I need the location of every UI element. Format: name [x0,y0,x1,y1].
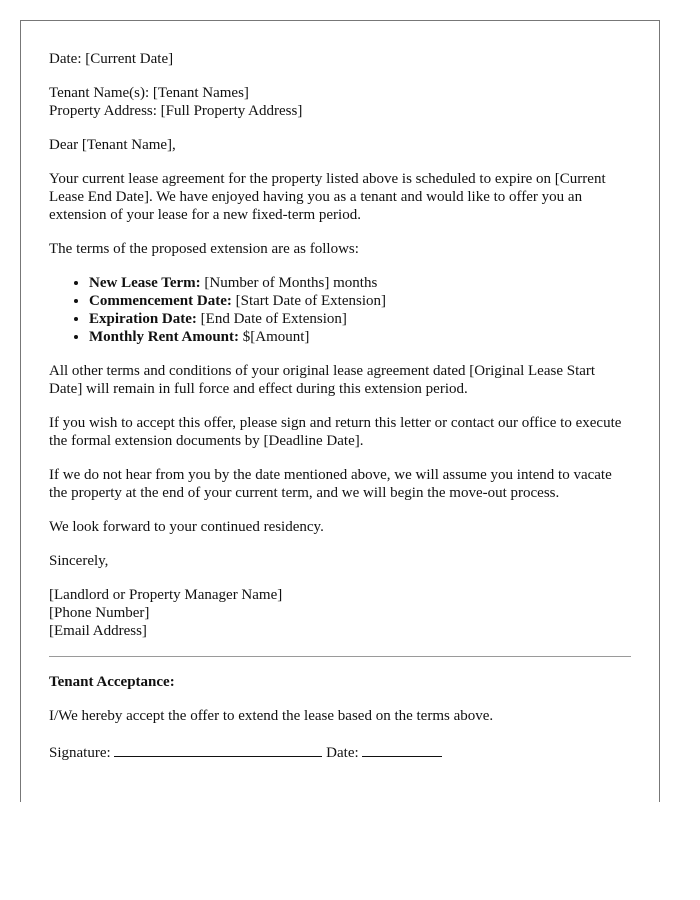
other-terms-paragraph: All other terms and conditions of your original lease agreement dated [Original Lease Start Date] will remain in full force and effect during this extension period. [49,363,596,397]
closing-line: We look forward to your continued residency. [49,519,324,535]
recipient-block [49,84,631,120]
terms-intro: The terms of the proposed extension are as follows: [49,241,359,257]
letter-header [49,50,631,68]
signature-label: Signature: [49,745,111,761]
term-value: [End Date of Extension] [196,311,347,327]
term-value: $[Amount] [239,329,310,345]
term-label: Commencement Date: [89,293,232,309]
lease-extension-letter [20,20,660,802]
date-label: Date: [326,745,359,761]
intro-paragraph: Your current lease agreement for the property listed above is scheduled to expire on [Current Lease End Date]. We have enjoyed having you as a tenant and would like to offer you an extension of your lease for a new fixed-term period. [49,171,606,223]
acceptance-statement: I/We hereby accept the offer to extend the lease based on the terms above. [49,708,494,724]
accept-instructions-paragraph: If you wish to accept this offer, please sign and return this letter or contact our office to execute the formal extension documents by [Deadline Date]. [49,415,622,449]
salutation: Dear [Tenant Name], [49,137,176,153]
signer-email: [Email Address] [49,623,147,639]
terms-list [49,274,631,346]
signature-line[interactable] [114,741,322,757]
property-address-line: Property Address: [Full Property Address] [49,103,303,119]
term-item [89,328,631,346]
signer-block [49,586,631,640]
tenant-names-line: Tenant Name(s): [Tenant Names] [49,85,249,101]
date-line: Date: [Current Date] [49,51,174,67]
term-value: [Start Date of Extension] [231,293,386,309]
date-line-blank[interactable] [362,741,442,757]
signature-row [49,741,631,762]
signer-name: [Landlord or Property Manager Name] [49,587,283,603]
no-response-paragraph: If we do not hear from you by the date mentioned above, we will assume you intend to vacate the property at the end of your current term, and we will begin the move-out process. [49,467,612,501]
acceptance-heading: Tenant Acceptance: [49,674,175,690]
term-item [89,310,631,328]
term-value: [Number of Months] months [200,275,378,291]
valediction: Sincerely, [49,553,109,569]
term-label: Expiration Date: [89,311,197,327]
term-item [89,274,631,292]
term-label: New Lease Term: [89,275,201,291]
term-item [89,292,631,310]
section-divider [49,656,631,657]
signer-phone: [Phone Number] [49,605,150,621]
term-label: Monthly Rent Amount: [89,329,240,345]
